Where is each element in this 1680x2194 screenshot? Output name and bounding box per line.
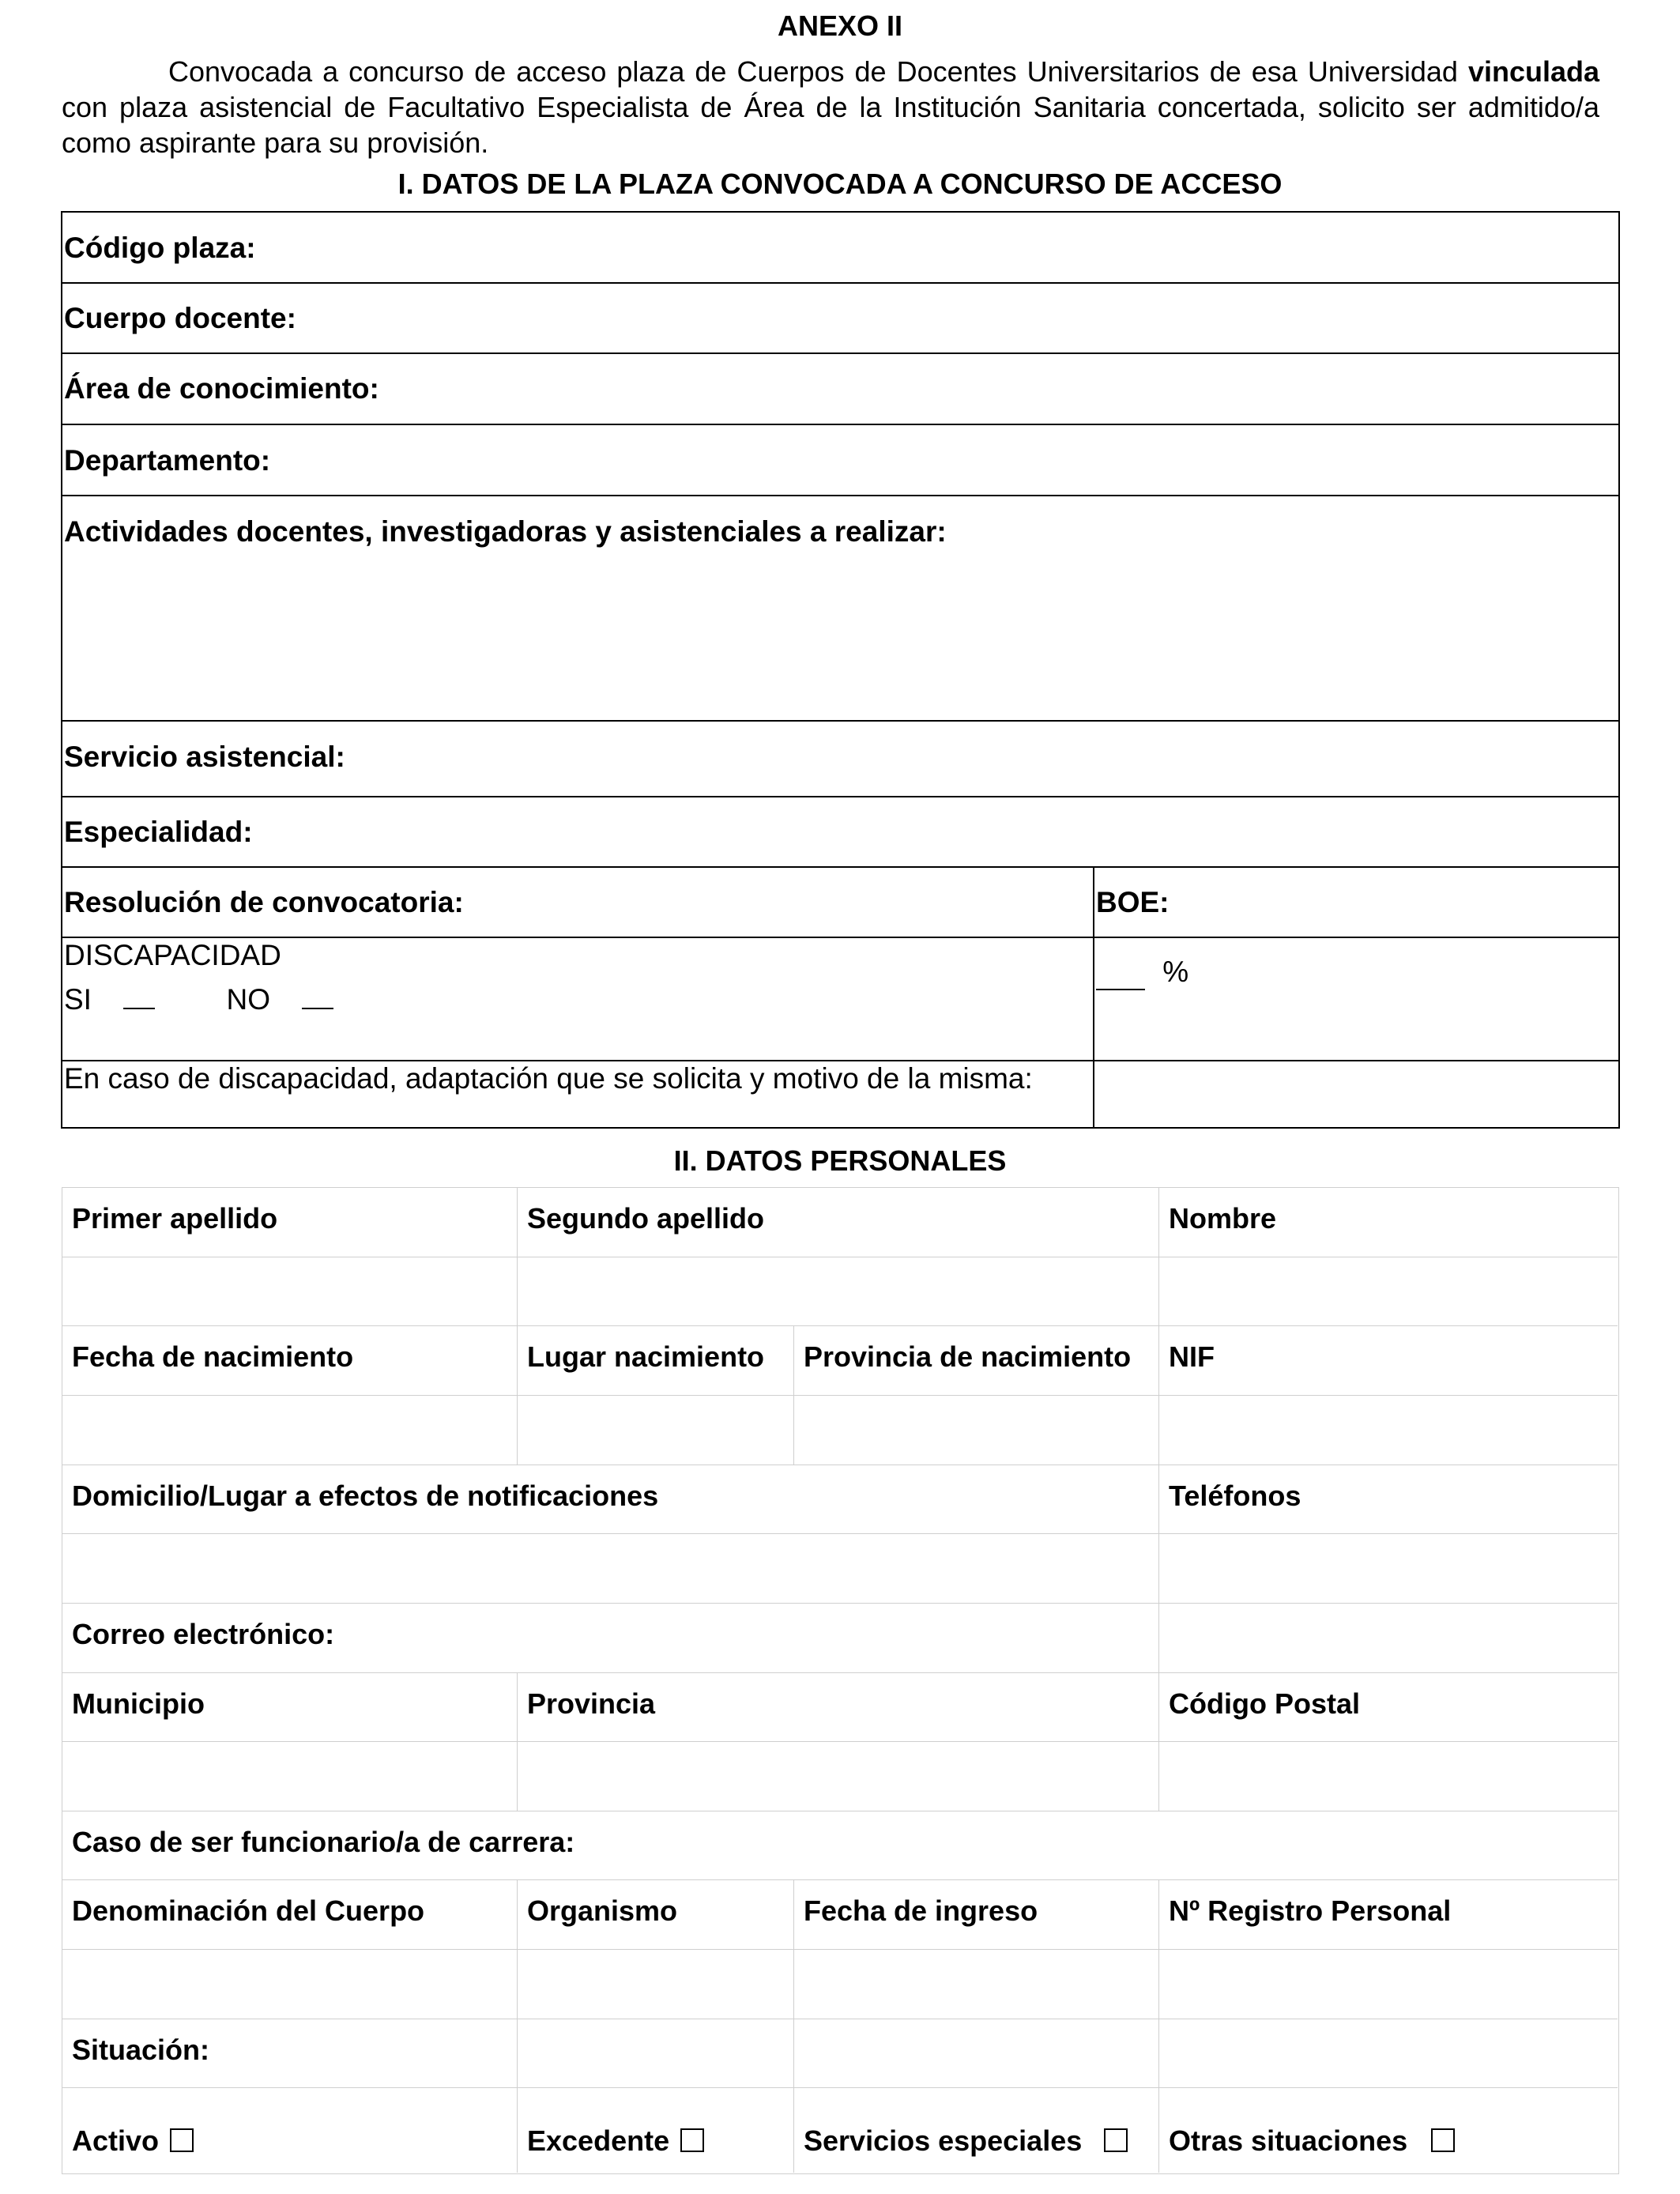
activo-label: Activo	[72, 2124, 160, 2157]
fecha-ingreso-header: Fecha de ingreso	[794, 1880, 1159, 1950]
servicios-especiales-checkbox[interactable]	[1104, 2128, 1128, 2152]
servicios-especiales-option[interactable]	[794, 2088, 1159, 2173]
nombre-header: Nombre	[1159, 1188, 1618, 1257]
fecha-nacimiento-input[interactable]	[62, 1396, 518, 1465]
denominacion-header: Denominación del Cuerpo	[62, 1880, 518, 1950]
adaptacion-label: En caso de discapacidad, adaptación que se solicita y motivo de la misma:	[64, 1062, 1033, 1095]
excedente-checkbox[interactable]	[680, 2128, 704, 2152]
nombre-input[interactable]	[1159, 1257, 1618, 1326]
correo-label[interactable]: Correo electrónico:	[62, 1604, 1159, 1673]
organismo-input[interactable]	[518, 1950, 794, 2019]
si-blank[interactable]	[123, 1008, 155, 1009]
porcentaje-blank[interactable]	[1096, 956, 1145, 990]
especialidad-label: Especialidad:	[64, 816, 253, 848]
telefonos-header: Teléfonos	[1159, 1465, 1618, 1534]
porcentaje-cell	[1094, 938, 1618, 1061]
intro-bold: vinculada	[1467, 55, 1599, 88]
area-conocimiento-label: Área de conocimiento:	[64, 372, 379, 405]
funcionario-label: Caso de ser funcionario/a de carrera:	[62, 1811, 1618, 1880]
provincia-nacimiento-header: Provincia de nacimiento	[794, 1326, 1159, 1396]
codigo-postal-header: Código Postal	[1159, 1673, 1618, 1742]
nif-input[interactable]	[1159, 1396, 1618, 1465]
resolucion-label: Resolución de convocatoria:	[64, 886, 464, 918]
codigo-postal-input[interactable]	[1159, 1742, 1618, 1811]
fecha-ingreso-input[interactable]	[794, 1950, 1159, 2019]
registro-input[interactable]	[1159, 1950, 1618, 2019]
activo-option[interactable]	[62, 2088, 518, 2173]
lugar-nacimiento-header: Lugar nacimiento	[518, 1326, 794, 1396]
area-conocimiento-row[interactable]	[62, 354, 1618, 425]
no-label: NO	[226, 983, 271, 1016]
provincia-nacimiento-input[interactable]	[794, 1396, 1159, 1465]
segundo-apellido-input[interactable]	[518, 1257, 1159, 1326]
otras-situaciones-checkbox[interactable]	[1431, 2128, 1455, 2152]
domicilio-header: Domicilio/Lugar a efectos de notificaciones	[62, 1465, 1159, 1534]
actividades-label: Actividades docentes, investigadoras y asistenciales a realizar:	[64, 515, 947, 548]
codigo-plaza-row[interactable]	[62, 213, 1618, 284]
organismo-header: Organismo	[518, 1880, 794, 1950]
denominacion-input[interactable]	[62, 1950, 518, 2019]
datos-personales-table	[62, 1187, 1619, 2174]
cuerpo-docente-label: Cuerpo docente:	[64, 302, 296, 334]
actividades-row[interactable]	[62, 496, 1618, 722]
servicio-asistencial-label: Servicio asistencial:	[64, 741, 345, 773]
telefonos-input[interactable]	[1159, 1534, 1618, 1604]
nif-header: NIF	[1159, 1326, 1618, 1396]
municipio-header: Municipio	[62, 1673, 518, 1742]
situacion-empty-3	[1159, 2019, 1618, 2088]
section2-heading: II. DATOS PERSONALES	[673, 1144, 1007, 1177]
codigo-plaza-label: Código plaza:	[64, 232, 256, 264]
provincia-header: Provincia	[518, 1673, 1159, 1742]
excedente-label: Excedente	[527, 2124, 670, 2157]
discapacidad-cell	[62, 938, 1094, 1061]
departamento-label: Departamento:	[64, 444, 271, 477]
municipio-input[interactable]	[62, 1742, 518, 1811]
situacion-label: Situación:	[62, 2019, 518, 2088]
resolucion-cell[interactable]	[62, 868, 1094, 938]
adaptacion-value-cell[interactable]	[1094, 1061, 1618, 1127]
lugar-nacimiento-input[interactable]	[518, 1396, 794, 1465]
primer-apellido-input[interactable]	[62, 1257, 518, 1326]
boe-cell[interactable]	[1094, 868, 1618, 938]
percent-sign: %	[1162, 956, 1189, 988]
otras-situaciones-label: Otras situaciones	[1169, 2124, 1408, 2157]
situacion-empty-2	[794, 2019, 1159, 2088]
servicio-asistencial-row[interactable]	[62, 722, 1618, 797]
cuerpo-docente-row[interactable]	[62, 284, 1618, 354]
boe-label: BOE:	[1096, 886, 1170, 918]
servicios-especiales-label: Servicios especiales	[804, 2124, 1083, 2157]
fecha-nacimiento-header: Fecha de nacimiento	[62, 1326, 518, 1396]
no-blank[interactable]	[302, 1008, 333, 1009]
intro-part2: con plaza asistencial de Facultativo Especialista de Área de la Institución Sanitaria concertada, solicito ser admitido/a como aspirante para su provisión.	[62, 91, 1599, 159]
otras-situaciones-option[interactable]	[1159, 2088, 1618, 2173]
primer-apellido-header: Primer apellido	[62, 1188, 518, 1257]
form-title: ANEXO II	[777, 9, 903, 42]
activo-checkbox[interactable]	[170, 2128, 194, 2152]
adaptacion-cell[interactable]	[62, 1061, 1094, 1127]
provincia-input[interactable]	[518, 1742, 1159, 1811]
excedente-option[interactable]	[518, 2088, 794, 2173]
section1-heading: I. DATOS DE LA PLAZA CONVOCADA A CONCURSO DE ACCESO	[397, 168, 1283, 200]
especialidad-row[interactable]	[62, 797, 1618, 868]
si-label: SI	[64, 983, 92, 1016]
discapacidad-label: DISCAPACIDAD	[64, 939, 281, 971]
intro-paragraph	[62, 54, 1599, 160]
correo-input[interactable]	[1159, 1604, 1618, 1673]
situacion-empty-1	[518, 2019, 794, 2088]
registro-header: Nº Registro Personal	[1159, 1880, 1618, 1950]
segundo-apellido-header: Segundo apellido	[518, 1188, 1159, 1257]
intro-part1: Convocada a concurso de acceso plaza de Cuerpos de Docentes Universitarios de esa Universidad	[168, 55, 1458, 88]
departamento-row[interactable]	[62, 425, 1618, 496]
domicilio-input[interactable]	[62, 1534, 1159, 1604]
plaza-table	[61, 211, 1620, 1129]
